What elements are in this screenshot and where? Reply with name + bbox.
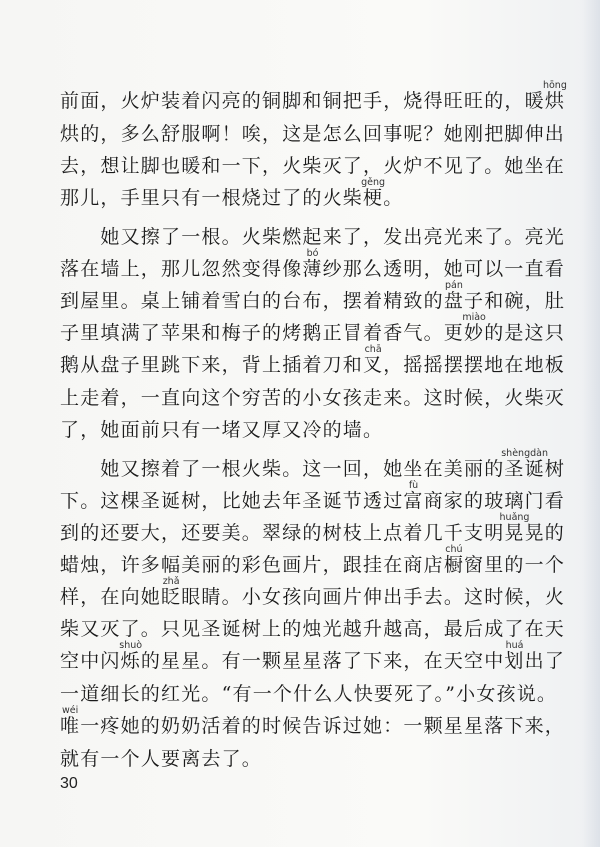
- text-run: 她又擦了一根。火柴燃起来了，发出亮光来了。亮光: [60, 226, 566, 248]
- text-line: [60, 387, 565, 409]
- text-line: [60, 344, 566, 376]
- text-run: 出了: [524, 650, 566, 672]
- page-number: 30: [60, 775, 78, 792]
- text-run: 的是这只: [484, 322, 566, 344]
- text-line: [60, 155, 565, 177]
- pinyin-annotated-char: 梗 gěng: [363, 187, 383, 209]
- pinyin-label: huǎng: [499, 512, 530, 523]
- pinyin-label: pán: [444, 280, 463, 291]
- pinyin-annotated-char: 烁 shuò: [121, 650, 141, 672]
- text-line: [60, 748, 262, 770]
- text-run: 子里填满了苹果和梅子的烤鹅正冒着香气。更: [60, 322, 465, 344]
- pinyin-label: gěng: [361, 177, 386, 188]
- text-line: [60, 248, 566, 280]
- pinyin-label: chā: [364, 344, 382, 355]
- pinyin-annotated-char: 叉 chā: [363, 354, 383, 376]
- text-run: 商家的玻璃门看: [423, 490, 566, 512]
- text-run: 柴又灭了。只见圣诞树上的烛光越升越高，最后成了在天: [60, 618, 566, 640]
- text-run: 一道细长的红光。“有一个什么人快要死了。”小女孩说。: [60, 683, 558, 705]
- pinyin-annotated-char: 富 fù: [403, 490, 423, 512]
- text-line: [60, 576, 566, 608]
- pinyin-annotated-char: 圣诞 shèngdàn: [504, 458, 544, 480]
- pinyin-label: shuò: [119, 640, 143, 651]
- pinyin-annotated-char: 盘 pán: [444, 290, 464, 312]
- text-run: 树: [544, 458, 566, 480]
- text-line: [60, 640, 566, 672]
- text-run: 烘的，多么舒服啊！唉，这是怎么回事呢？她刚把脚伸出: [60, 123, 566, 145]
- pinyin-annotated-char: 唯 wéi: [60, 715, 80, 737]
- text-run: 。: [383, 187, 404, 209]
- pinyin-annotated-char: 薄 bó: [302, 258, 322, 280]
- text-line: [60, 312, 566, 344]
- text-run: 窗里的一个: [464, 554, 566, 576]
- pinyin-label: wéi: [61, 705, 79, 716]
- text-line: [60, 419, 383, 441]
- pinyin-label: zhǎ: [162, 576, 180, 587]
- text-line: [60, 280, 566, 312]
- pinyin-annotated-char: 妙 miào: [464, 322, 484, 344]
- pinyin-label: huá: [505, 640, 524, 651]
- text-run: 鹅从盘子里跳下来，背上插着刀和: [60, 354, 364, 376]
- text-run: 眼睛。小女孩向画片伸出手去。这时候，火: [181, 586, 566, 608]
- text-line: [60, 123, 565, 145]
- text-run: 蜡烛，许多幅美丽的彩色画片，跟挂在商店: [60, 554, 444, 576]
- pinyin-annotated-char: 晃 huǎng: [504, 522, 524, 544]
- text-run: 到的还要大，还要美。翠绿的树枝上点着几千支明: [60, 522, 505, 544]
- text-run: 去，想让脚也暖和一下，火柴灭了，火炉不见了。她坐在: [60, 155, 566, 177]
- text-run: 样，在向她: [60, 586, 162, 608]
- text-run: 下。这棵圣诞树，比她去年圣诞节透过: [60, 490, 404, 512]
- pinyin-annotated-char: 烘 hōng: [545, 90, 565, 112]
- text-line: [60, 80, 567, 112]
- text-run: 子和碗，肚: [464, 290, 566, 312]
- text-run: 就有一个人要离去了。: [60, 748, 263, 770]
- pinyin-label: fù: [408, 480, 419, 491]
- text-run: 晃的: [524, 522, 566, 544]
- pinyin-label: miào: [462, 312, 486, 323]
- text-line: [60, 544, 566, 576]
- pinyin-label: hōng: [542, 80, 567, 91]
- text-run: 上走着，一直向这个穷苦的小女孩走来。这时候，火柴灭: [60, 387, 566, 409]
- text-line: [60, 512, 566, 544]
- pinyin-label: shèngdàn: [501, 448, 548, 459]
- text-line: [60, 705, 566, 737]
- text-run: 落在墙上，那儿忽然变得像: [60, 258, 303, 280]
- text-run: 空中闪: [60, 650, 121, 672]
- text-line: [60, 480, 566, 512]
- pinyin-annotated-char: 橱 chú: [444, 554, 464, 576]
- text-run: 那儿，手里只有一根烧过了的火柴: [60, 187, 364, 209]
- pinyin-annotated-char: 划 huá: [504, 650, 524, 672]
- text-run: 了，她面前只有一堵又厚又冷的墙。: [60, 419, 384, 441]
- text-run: 的星星。有一颗星星落了下来，在天空中: [140, 650, 505, 672]
- pinyin-annotated-char: 眨 zhǎ: [161, 586, 181, 608]
- text-run: 纱那么透明，她可以一直看: [322, 258, 566, 280]
- text-run: 前面，火炉装着闪亮的铜脚和铜把手，烧得旺旺的，暖: [60, 90, 545, 112]
- pinyin-label: chú: [445, 544, 463, 555]
- text-run: ，摇摇摆摆地在地板: [383, 354, 566, 376]
- text-line: [60, 448, 566, 480]
- pinyin-label: bó: [306, 248, 319, 259]
- text-run: 到屋里。桌上铺着雪白的台布，摆着精致的: [60, 290, 444, 312]
- text-line: [60, 177, 404, 209]
- text-run: 她又擦着了一根火柴。这一回，她坐在美丽的: [60, 458, 505, 480]
- text-run: 一疼她的奶奶活着的时候告诉过她：一颗星星落下来，: [80, 715, 566, 737]
- text-line: [60, 683, 557, 705]
